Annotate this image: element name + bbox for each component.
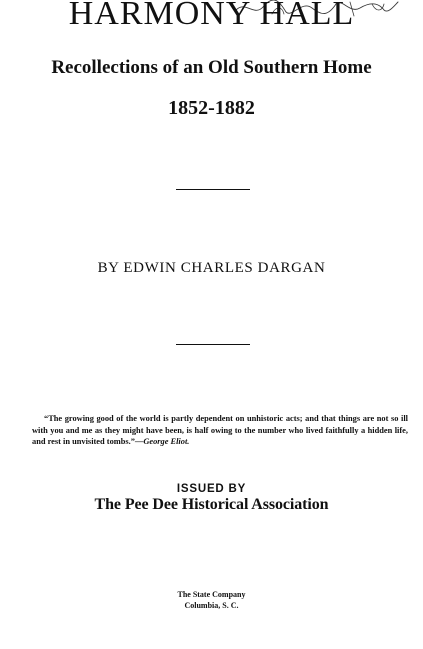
book-title: HARMONY HALL <box>68 0 355 32</box>
author-line: BY EDWIN CHARLES DARGAN <box>97 260 326 276</box>
issued-by-label: ISSUED BY <box>176 483 247 495</box>
book-years: 1852-1882 <box>168 97 255 119</box>
epigraph-text: “The growing good of the world is partly dependent on unhistoric acts; and that things are not so ill with you and me as they might have been, is half owing to the number who lived faithfully a hidden life, and rest in unvisited tombs.” <box>32 414 408 446</box>
book-subtitle: Recollections of an Old Southern Home <box>51 57 372 78</box>
publisher-name: The Pee Dee Historical Association <box>94 496 329 513</box>
epigraph-attribution: —George Eliot. <box>134 437 190 446</box>
divider-bottom <box>176 344 250 345</box>
divider-top <box>176 189 250 190</box>
printer-city: Columbia, S. C. <box>184 601 239 610</box>
printer-name: The State Company <box>177 590 246 599</box>
epigraph <box>32 413 408 448</box>
